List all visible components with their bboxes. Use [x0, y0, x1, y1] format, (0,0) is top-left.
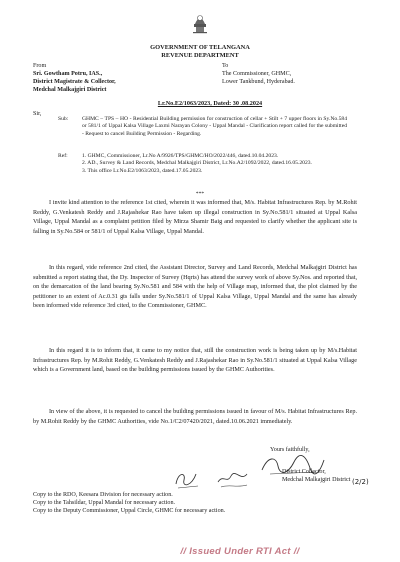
from-label: From	[33, 63, 47, 69]
subject-text: GHMC – TPS – HO - Residential Building permission for construction of cellar + Stilt + 7 upper floors in Sy.No.584 or 581/1 of Uppal Kalsa Village Laxmi Narayan Colony - Uppal Mandal - Clarification report called for the submitted - Request to cancel Building Permission - Regarding.	[82, 116, 347, 137]
reference-item-3: 3. This office Lr.No.E2/1063/2023, dated.17.05.2023.	[82, 167, 203, 174]
initials-date-icon	[215, 468, 251, 490]
designation-line-2: Medchal Malkajgiri District	[282, 477, 351, 483]
copy-line-3: Copy to the Deputy Commissioner, Uppal Circle, GHMC for necessary action.	[33, 508, 226, 514]
dept-heading: REVENUE DEPARTMENT	[161, 51, 239, 59]
page-mark: (2/2)	[352, 478, 369, 486]
reference-item-2: 2. AD., Survey & Land Records, Medchal Malkajgiri District, Lr.No.A2/1092/2022, dated.16.05.2023.	[82, 160, 312, 167]
body-paragraph-2: In this regard, vide reference 2nd cited, the Assistant Director, Survey and Land Records, Medchal Malkajgiri District has submitted a report stating that, the Dy. Inspector of Survey (Hqrts) has attend the survey work of above Sy.Nos. and reported that, on the demarcation of the land bearing Sy.No.581 and 584 with the help of Village map, informed that, the plot claimed by the petitioner to an extent of Ac.0.31 gts falls under Sy.No.581/1 of Uppal Kalsa Village, Uppal Mandal and the same has already been informed vide reference 3rd cited, to the Commissioner, GHMC.	[33, 264, 357, 310]
reference-label: Ref:	[58, 153, 68, 159]
to-label: To	[222, 63, 229, 69]
reference-end-marker: ***	[195, 191, 205, 197]
body-paragraph-1: I invite kind attention to the reference 1st cited, wherein it was informed that, M/s. Habitat Infrastructures Rep. by M.Rohit Reddy, G.Venkatesh Reddy and J.Rajashekar Rao have taken up illegal construction in Sy.No.581/1 situated at Uppal Kalsa Village, Uppal Mandal as a complaint petition filed by Mirza Shamir Baig and requested to clarify whether the applicant site is falling in Sy.No.584 or 581/1 of Uppal Kalsa Village, Uppal Mandal.	[33, 199, 357, 235]
copy-line-2: Copy to the Tahsildar, Uppal Mandal for necessary action.	[33, 500, 176, 506]
initials-signature-icon	[172, 468, 202, 490]
closing-designation	[282, 468, 392, 484]
from-designation: District Magistrate & Collector,	[33, 79, 116, 85]
to-line-1: The Commissioner, GHMC,	[222, 71, 292, 77]
to-line-2: Lower Tankbund, Hyderabad.	[222, 79, 295, 85]
govt-heading: GOVERNMENT OF TELANGANA	[150, 44, 250, 51]
to-block	[222, 62, 382, 86]
reference-item-1: 1. GHMC, Commissioner, Lr.No A/9926/TPS/GHMC/HO/2022/446, dated.10.04.2023.	[82, 153, 279, 159]
closing-yours: Yours faithfully,	[270, 447, 310, 453]
copy-line-1: Copy to the RDO, Keesara Division for necessary action.	[33, 492, 173, 498]
salutation: Sir,	[33, 111, 42, 117]
rti-stamp: // Issued Under RTI Act //	[180, 546, 300, 557]
designation-line-1: District Collector,	[282, 469, 326, 475]
reference-list	[82, 153, 332, 175]
government-emblem-icon	[190, 10, 210, 34]
from-name: Sri. Gowtham Potru, IAS.,	[33, 71, 103, 77]
from-district: Medchal Malkajgiri District	[33, 87, 107, 93]
letter-reference-number: Lr.No.E2/1063/2023, Dated: 30 .08.2024	[157, 100, 263, 107]
body-paragraph-3: In this regard it is to inform that, it came to my notice that, still the construction work is being taken up by M/s.Habitat Infrastructures Rep. by M.Rohit Reddy, G.Venkatesh Reddy and J.Rajashekar Rao in Sy.No.581/1 situated at Uppal Kalsa Village which is a Government land, based on the building permissions issued by the GHMC Authorities.	[33, 347, 357, 374]
copy-list	[33, 491, 333, 515]
subject-label: Sub:	[58, 116, 69, 122]
body-paragraph-4: In view of the above, it is requested to cancel the building permissions issued in favour of M/s. Habitat Infrastructures Rep. by M.Rohit Reddy by the GHMC Authorities, vide No.1/C2/07420/2021, dated.10.06.2021 immediately.	[33, 408, 357, 425]
from-block	[33, 62, 203, 94]
